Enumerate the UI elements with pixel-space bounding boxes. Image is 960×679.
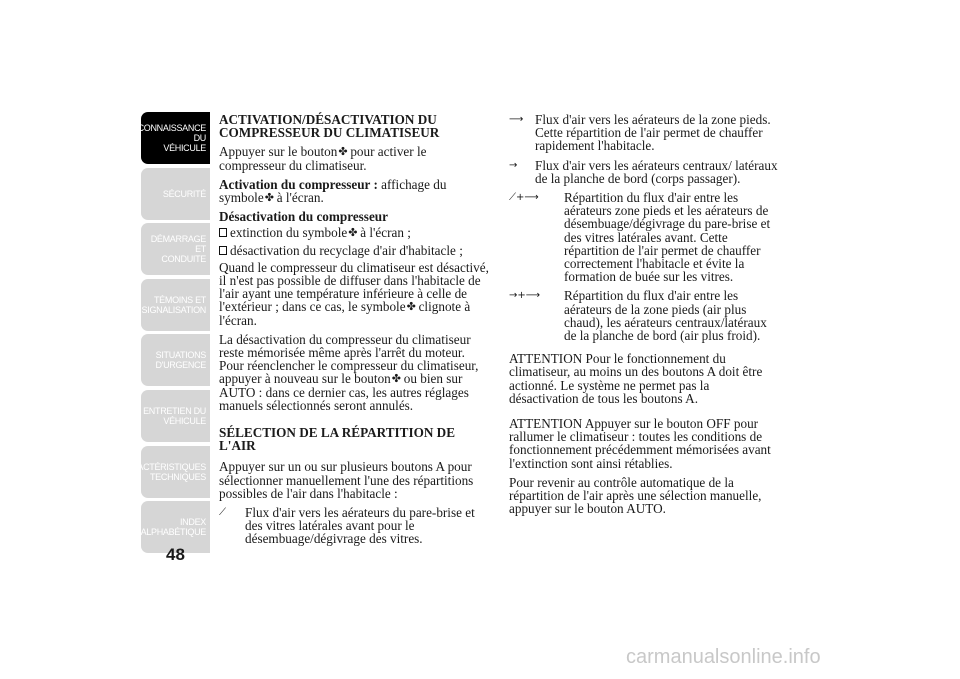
chapter-tab-label: CONNAISSANCE DU VÉHICULE [137,123,206,153]
ac-snowflake-icon [339,148,348,157]
paragraph: Activation du compresseur : affichage du symbole✤ à l'écran. [219,178,491,204]
chapter-tab-label: SÉCURITÉ [162,188,206,199]
vent-airflow-icon: → [509,159,518,171]
chapter-tab[interactable] [141,168,210,220]
ac-snowflake-icon [266,194,275,203]
windscreen-airflow-icon: ⟋ [219,507,226,519]
chapter-tab-label: CARACTÉRISTIQUES TECHNIQUES [119,461,206,482]
air-option: ⟶ Flux d'air vers les aérateurs de la zone pieds. Cette répartition de l'air permet de chauffer rapidement l'habitacle. [509,112,771,154]
chapter-tab[interactable] [141,390,210,442]
chapter-tab[interactable] [141,223,210,275]
ac-snowflake-icon [349,229,358,238]
chapter-tabs [119,112,210,557]
chapter-tab-label: INDEX ALPHABÉTIQUE [140,517,206,538]
chapter-tab-label: TÉMOINS ET SIGNALISATION [141,294,206,315]
paragraph: Appuyer sur le bouton✤ pour activer le compresseur du climatiseur. [219,145,491,171]
left-column [219,113,491,552]
air-option: → Flux d'air vers les aérateurs centraux/ latéraux de la planche de bord (corps passager). [509,157,778,186]
air-option: ⟋+⟶ Répartition du flux d'air entre les aérateurs zone pieds et les aérateurs de désembuage/dégivrage du pare-brise et des vitres latérales avant. Cette répartition de l'air permet de chauffer correctement l'habitacle et évite la formation de buée sur les vitres. [509,190,771,285]
watermark: carmanualsonline.info [626,646,821,668]
chapter-tab[interactable] [141,334,210,386]
bullet-box-icon [219,246,227,255]
page-number: 48 [166,545,185,564]
feet-airflow-icon: ⟶ [509,114,524,125]
chapter-tab[interactable] [137,112,210,164]
feet-vent-airflow-icon: →+⟶ [509,290,541,302]
bullet-box-icon [219,228,227,237]
paragraph: Quand le compresseur du climatiseur est désactivé, il n'est pas possible de diffuser dans l'habitacle de l'air ayant une température inférieure à celle de l'extérieur ; dans ce cas, le symbole✤ clignote à l'écran. [219,261,491,327]
subheading-deactivation: Désactivation du compresseur [219,209,388,225]
chapter-tab-label: DÉMARRAGE ET CONDUITE [150,234,206,265]
chapter-tab-label: SITUATIONS D'URGENCE [155,350,206,371]
section-title-distribution: SÉLECTION DE LA RÉPARTITION DE L'AIR [219,425,455,454]
list-item: désactivation du recyclage d'air d'habitacle ; [219,244,491,257]
windscreen-feet-airflow-icon: ⟋+⟶ [509,192,539,204]
warning-paragraph: ATTENTION Appuyer sur le bouton OFF pour rallumer le climatiseur : toutes les conditions de fonctionnement précédemment mémorisées avant l'extinction sont ainsi rétablies. [509,416,771,471]
paragraph: La désactivation du compresseur du climatiseur reste mémorisée même après l'arrêt du moteur. Pour réenclencher le compresseur du climatiseur, appuyer à nouveau sur le bouton✤ ou bien sur AUTO : dans ce dernier cas, les autres réglages manuels sélectionnés seront annulés. [219,333,491,412]
air-option: →+⟶ Répartition du flux d'air entre les aérateurs de la zone pieds (air plus chaud), les aérateurs centraux/latéraux de la planche de bord (air plus froid). [509,288,767,344]
ac-snowflake-icon [408,303,417,312]
air-option: ⟋ Flux d'air vers les aérateurs du pare-brise et des vitres latérales avant pour le désembuage/dégivrage des vitres. [219,505,475,547]
section-title-compressor: ACTIVATION/DÉSACTIVATION DU COMPRESSEUR DU CLIMATISEUR [219,112,440,141]
chapter-tab-label: ENTRETIEN DU VÉHICULE [143,405,206,426]
chapter-tab[interactable] [141,279,210,331]
warning-paragraph: ATTENTION Pour le fonctionnement du climatiseur, au moins un des boutons A doit être actionné. Le système ne permet pas la désactivation de tous les boutons A. [509,351,763,406]
ac-snowflake-icon [393,375,402,384]
paragraph: Appuyer sur un ou sur plusieurs boutons A pour sélectionner manuellement l'une des répartitions possibles de l'air dans l'habitacle : [219,459,474,501]
list-item: extinction du symbole✤ à l'écran ; [219,226,491,239]
chapter-tab[interactable] [119,446,210,498]
paragraph: Pour revenir au contrôle automatique de la répartition de l'air après une sélection manuelle, appuyer sur le bouton AUTO. [509,474,762,517]
right-column [509,113,781,521]
